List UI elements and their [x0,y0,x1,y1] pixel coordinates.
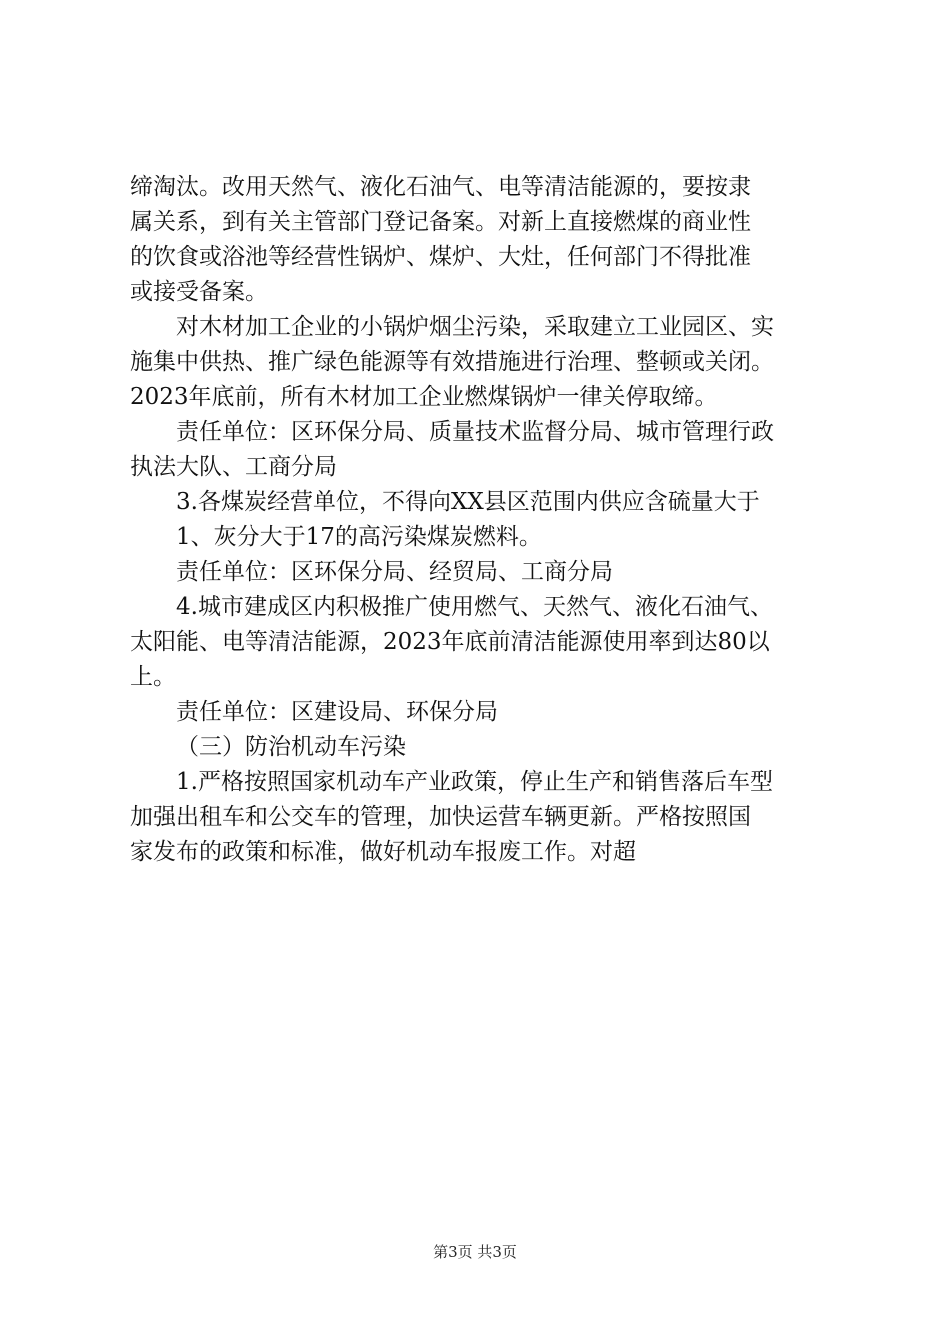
text-line: 2023年底前，所有木材加工企业燃煤锅炉一律关停取缔。 [130,384,718,410]
page-footer: 第3页 共3页 [433,1243,517,1261]
text-line: 1、灰分大于17的高污染煤炭燃料。 [176,524,542,550]
text-line: 太阳能、电等清洁能源，2023年底前清洁能源使用率到达80以 [130,629,770,655]
text-line: 家发布的政策和标准，做好机动车报废工作。对超 [130,839,636,865]
text-line: 属关系，到有关主管部门登记备案。对新上直接燃煤的商业性 [130,209,751,235]
text-line: 施集中供热、推广绿色能源等有效措施进行治理、整顿或关闭。 [130,349,774,375]
text-line: 责任单位：区建设局、环保分局 [176,699,498,725]
text-line: 加强出租车和公交车的管理，加快运营车辆更新。严格按照国 [130,804,751,830]
text-line: 的饮食或浴池等经营性锅炉、煤炉、大灶，任何部门不得批准 [130,244,751,270]
text-line: 责任单位：区环保分局、经贸局、工商分局 [176,559,613,585]
text-line: 上。 [130,664,176,690]
text-line: 缔淘汰。改用天然气、液化石油气、电等清洁能源的，要按隶 [130,174,751,200]
text-line: 1.严格按照国家机动车产业政策，停止生产和销售落后车型 [176,769,773,795]
text-line: 责任单位：区环保分局、质量技术监督分局、城市管理行政 [176,419,774,445]
section-heading: （三）防治机动车污染 [176,734,406,760]
text-line: 对木材加工企业的小锅炉烟尘污染，采取建立工业园区、实 [176,314,774,340]
text-line: 执法大队、工商分局 [130,454,337,480]
text-line: 或接受备案。 [130,279,268,305]
text-line: 3.各煤炭经营单位，不得向XX县区范围内供应含硫量大于 [176,489,760,515]
text-line: 4.城市建成区内积极推广使用燃气、天然气、液化石油气、 [176,594,773,620]
body-text [130,170,830,870]
